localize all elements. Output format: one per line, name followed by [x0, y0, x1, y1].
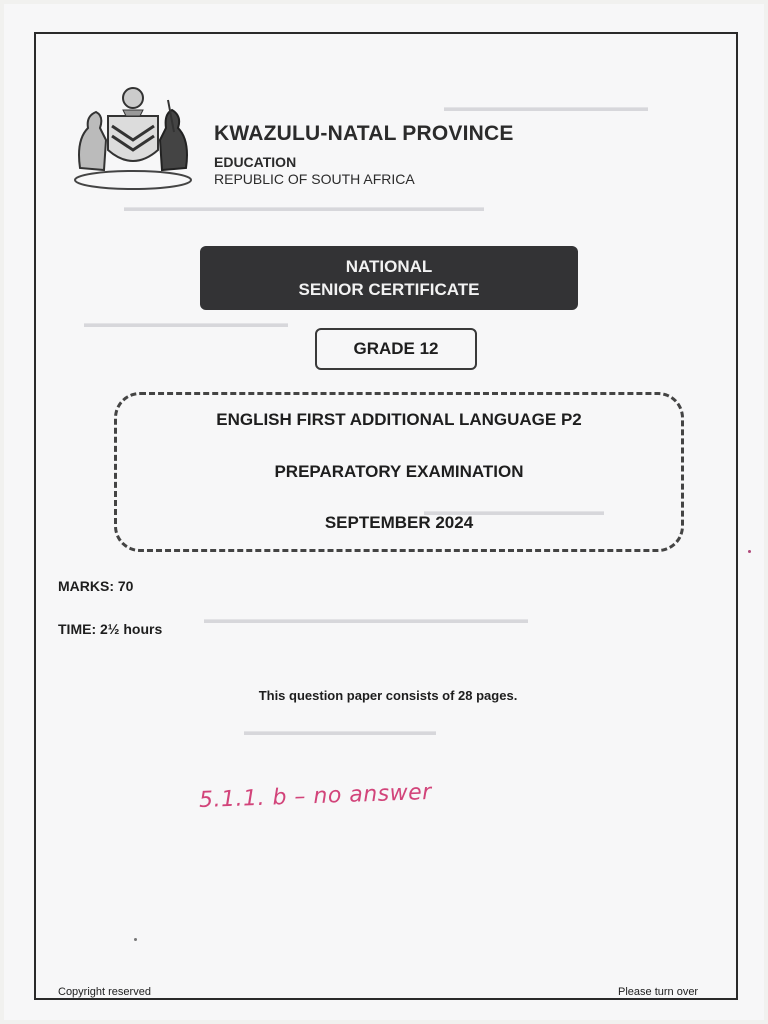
certificate-line-2: SENIOR CERTIFICATE — [298, 280, 480, 299]
coat-of-arms-icon — [68, 80, 198, 192]
marks-label: MARKS: — [58, 578, 114, 594]
handwritten-annotation: 5.1.1. b – no answer — [198, 779, 433, 814]
republic-name: REPUBLIC OF SOUTH AFRICA — [214, 171, 415, 187]
certificate-banner — [200, 246, 578, 310]
subject-title: ENGLISH FIRST ADDITIONAL LANGUAGE P2 — [216, 410, 582, 429]
exam-type: PREPARATORY EXAMINATION — [274, 462, 524, 481]
turn-over-footer: Please turn over — [618, 986, 699, 998]
marks-line — [58, 578, 133, 594]
ink-speck — [134, 938, 137, 941]
page-count-note: This question paper consists of 28 pages. — [258, 688, 518, 703]
copyright-footer: Copyright reserved — [58, 986, 151, 998]
province-title: KWAZULU-NATAL PROVINCE — [214, 122, 514, 145]
certificate-line-1: NATIONAL — [345, 257, 433, 276]
marks-value: 70 — [117, 578, 134, 594]
exam-date: SEPTEMBER 2024 — [324, 513, 474, 532]
time-label: TIME: — [58, 621, 97, 637]
grade-badge: GRADE 12 — [315, 328, 477, 370]
department-name: EDUCATION — [214, 154, 297, 170]
exam-paper-page: ▬▬▬▬▬▬▬▬▬▬▬▬▬▬▬▬▬ ▬▬▬▬▬▬▬▬▬▬▬▬▬▬▬▬▬▬▬▬▬▬▬▬▬▬▬▬▬▬ ▬▬▬▬▬▬▬▬▬▬▬▬▬▬▬▬▬ ▬▬▬▬▬▬▬▬▬▬▬▬▬▬▬ ▬▬▬▬▬▬▬▬▬▬▬▬▬▬▬▬▬▬▬▬▬▬▬▬▬▬▬ ▬▬▬▬▬▬▬▬▬▬▬▬▬▬▬▬ KWAZULU-NATAL PROVINCE EDUCATION REPUBLIC OF SOUTH AFRICA NATIONAL SENIOR CERTIFICATE GRADE 12 ENGLISH FIRST ADDITIONAL LANGUAGE P2 PREPARATORY EXAMINATION SEPTEMBER 2024 MARKS: 70 TIME: 2½ hours This question paper consists of 28 pages. 5.1.1. b – no answer Copyright reserved Please turn over — [4, 4, 764, 1020]
time-line — [58, 621, 162, 637]
ink-speck — [748, 550, 751, 553]
time-value: 2½ hours — [100, 621, 163, 637]
